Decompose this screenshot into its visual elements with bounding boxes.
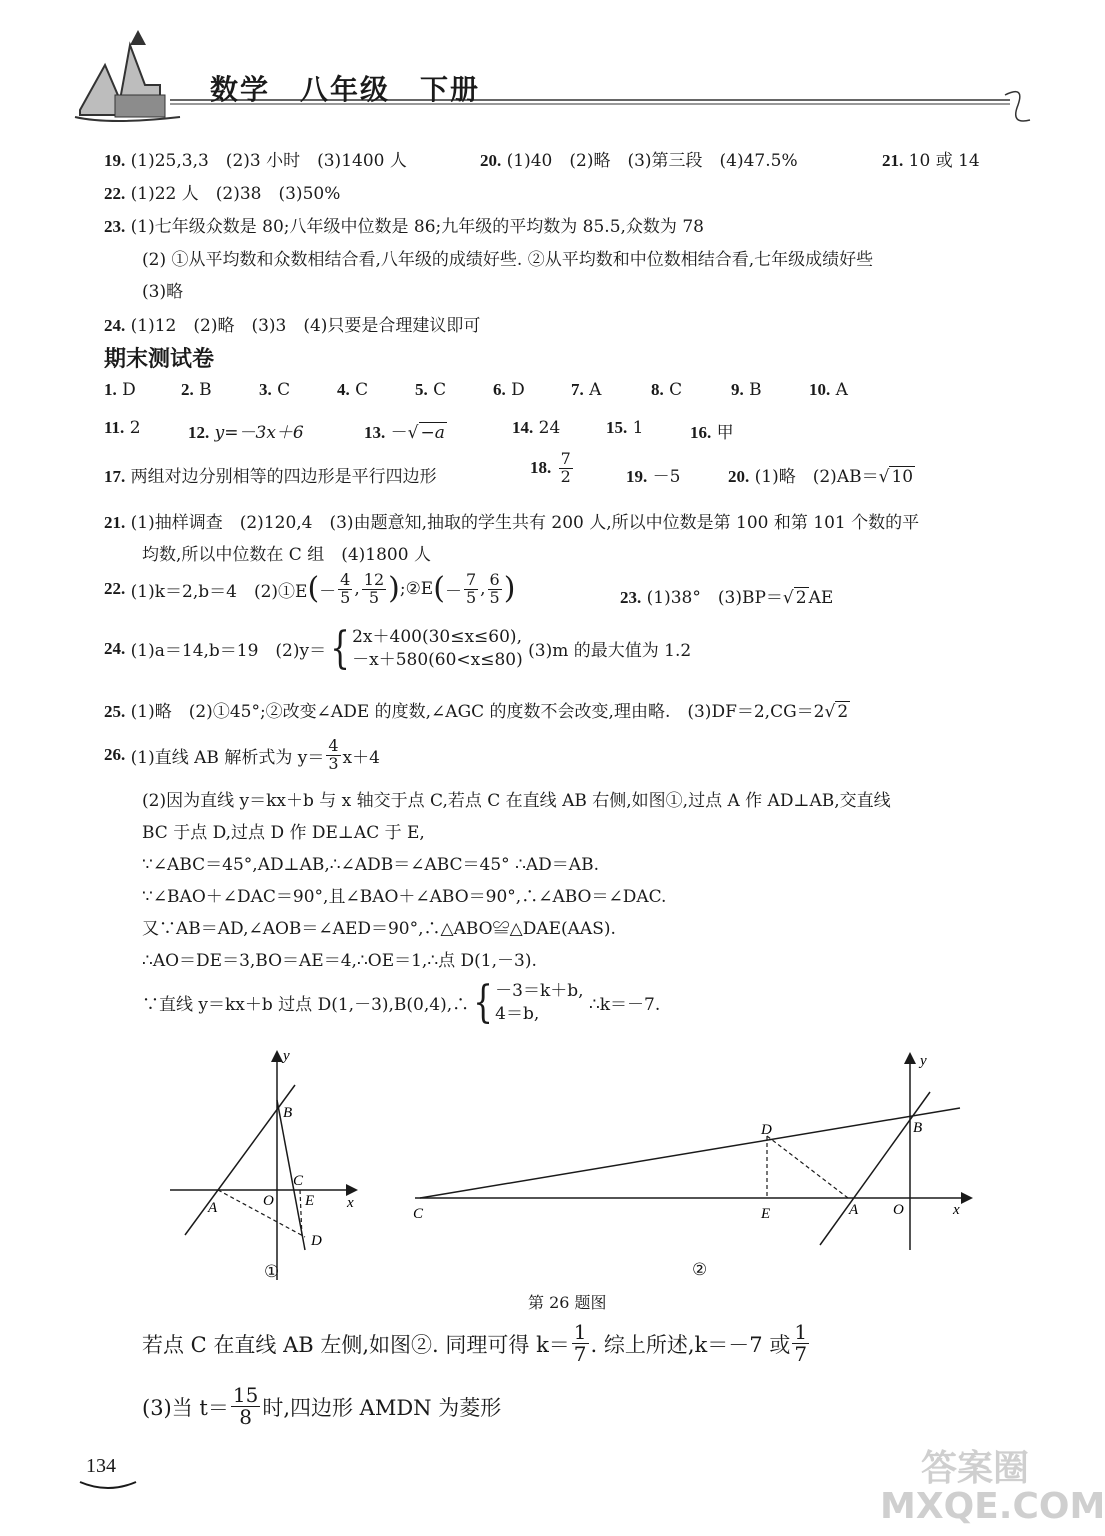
choice-answer-6: 6. D [493, 380, 525, 400]
answer-19: 19. (1)25,3,3 (2)3 小时 (3)1400 人 [104, 151, 407, 171]
brace-icon: { [473, 976, 493, 1028]
answer-q26-line8: ∵直线 y＝kx＋b 过点 D(1,－3),B(0,4),∴ { －3＝k＋b, 4＝b, ∴k＝－7. [142, 976, 661, 1028]
fig1-label-o: O [263, 1193, 274, 1209]
answer-q26-line7: ∴AO＝DE＝3,BO＝AE＝4,∴OE＝1,∴点 D(1,－3). [142, 951, 537, 971]
brace-icon: { [330, 622, 350, 674]
watermark: 答案圈 MXQE.COM [880, 1448, 1105, 1527]
figure-2-label: ② [692, 1260, 708, 1280]
page-number: 134 [86, 1455, 116, 1477]
fig1-label-c: C [293, 1173, 304, 1189]
fill-answer-15: 15. 1 [606, 418, 644, 438]
section-title: 期末测试卷 [104, 347, 215, 372]
fig2-label-d: D [761, 1122, 772, 1138]
sqrt-sign: √ [878, 467, 890, 487]
figure-2 [405, 1050, 975, 1255]
choice-answer-1: 1. D [104, 380, 136, 400]
figure-1 [165, 1045, 365, 1285]
answer-23: 23. (1)七年级众数是 80;八年级中位数是 86;九年级的平均数为 85.5,众数为 78 [104, 217, 704, 237]
answer-q26-line5: ∵∠BAO＋∠DAC＝90°,且∠BAO＋∠ABO＝90°,∴∠ABO＝∠DAC. [142, 887, 667, 907]
answer-q23: 23. (1)38° (3)BP＝√ 2 AE [620, 588, 834, 608]
answer-q26-line1: 26. (1)直线 AB 解析式为 y＝ $\frac{4}{3}$ x＋4 [104, 736, 380, 773]
choice-answer-9: 9. B [731, 380, 762, 400]
answer-q25: 25. (1)略 (2)①45°;②改变∠ADE 的度数,∠AGC 的度数不会改变,理由略. (3)DF＝2,CG＝2√ 2 [104, 702, 849, 722]
header-title: 数学 八年级 下册 [210, 73, 481, 106]
answer-24: 24. (1)12 (2)略 (3)3 (4)只要是合理建议即可 [104, 316, 481, 336]
figure-1-label: ① [264, 1262, 280, 1282]
answer-23-part2: (2) ①从平均数和众数相结合看,八年级的成绩好些. ②从平均数和中位数相结合看,七年级成绩好些 [142, 250, 874, 270]
figure-caption: 第 26 题图 [528, 1293, 607, 1312]
answer-q26-line2: (2)因为直线 y＝kx＋b 与 x 轴交于点 C,若点 C 在直线 AB 右侧,如图①,过点 A 作 AD⊥AB,交直线 [142, 791, 891, 811]
answer-q17: 17. 两组对边分别相等的四边形是平行四边形 [104, 467, 437, 487]
answer-22: 22. (1)22 人 (2)38 (3)50% [104, 184, 341, 204]
sqrt-sign: √ [824, 702, 836, 722]
fig2-label-e: E [761, 1206, 771, 1222]
answer-q26-line4: ∵∠ABC＝45°,AD⊥AB,∴∠ADB＝∠ABC＝45° ∴AD＝AB. [142, 855, 599, 875]
fig1-label-b: B [283, 1105, 293, 1121]
choice-answer-3: 3. C [259, 380, 291, 400]
answer-q26-line9: 若点 C 在直线 AB 左侧,如图②. 同理可得 k＝ $\frac{1}{7}$ . 综上所述,k＝－7 或 $\frac{1}{7}$ [142, 1320, 808, 1366]
choice-answer-4: 4. C [337, 380, 369, 400]
fig2-da-dashed [767, 1136, 848, 1198]
fig2-line-ab [820, 1092, 930, 1245]
fig1-ad-dashed [218, 1190, 305, 1237]
answer-q18: 18. $\frac{7}{2}$ [530, 449, 571, 486]
fig2-label-y: y [920, 1053, 927, 1069]
fig2-line-cb [420, 1108, 960, 1198]
fill-answer-16: 16. 甲 [690, 423, 734, 443]
header-decoration [60, 25, 1050, 135]
fig2-label-c: C [413, 1206, 424, 1222]
answer-q21: 21. (1)抽样调查 (2)120,4 (3)由题意知,抽取的学生共有 200 人,所以中位数是第 100 和第 101 个数的平 [104, 513, 920, 533]
fill-answer-14: 14. 24 [512, 418, 561, 438]
answer-q19: 19. －5 [626, 467, 681, 487]
sqrt-sign: √ [782, 588, 794, 608]
answer-21: 21. 10 或 14 [882, 151, 980, 171]
choice-answer-10: 10. A [809, 380, 848, 400]
fill-answer-11: 11. 2 [104, 418, 141, 438]
book-logo-icon [75, 30, 180, 121]
fig2-label-b: B [913, 1120, 923, 1136]
answer-23-part3: (3)略 [142, 282, 184, 302]
fig1-label-e: E [305, 1193, 315, 1209]
choice-answers-row [104, 380, 879, 400]
fig2-label-o: O [893, 1202, 904, 1218]
choice-answer-8: 8. C [651, 380, 683, 400]
sqrt-sign: √ [407, 423, 419, 443]
answer-q26-line10: (3)当 t＝ $\frac{15}{8}$ 时,四边形 AMDN 为菱形 [142, 1383, 502, 1429]
fig1-label-a: A [208, 1200, 218, 1216]
answer-q21-line2: 均数,所以中位数在 C 组 (4)1800 人 [142, 545, 431, 565]
answer-q26-line3: BC 于点 D,过点 D 作 DE⊥AC 于 E, [142, 823, 425, 843]
choice-answer-5: 5. C [415, 380, 447, 400]
answer-q20: 20. (1)略 (2)AB＝√ 10 [728, 467, 914, 487]
choice-answer-2: 2. B [181, 380, 212, 400]
fig1-label-y: y [283, 1048, 290, 1064]
answer-q22: 22. (1)k＝2,b＝4 (2)①E ( － $\frac{4}{5}$ , $\frac{12}{5}$ ) ;②E ( － $\frac{7}{5}$ , $\frac{6}{5}$ ) [104, 570, 516, 607]
fill-answer-13: 13. －√ −a [364, 423, 445, 443]
fill-answer-12: 12. y=－3x＋6 [188, 423, 304, 443]
answer-q26-line6: 又∵AB＝AD,∠AOB＝∠AED＝90°,∴△ABO≌△DAE(AAS). [142, 919, 616, 939]
fig2-label-a: A [849, 1202, 859, 1218]
fig1-label-x: x [347, 1195, 354, 1211]
answer-q24: 24. (1)a＝14,b＝19 (2)y＝ { 2x＋400(30≤x≤60), －x＋580(60<x≤80) (3)m 的最大值为 1.2 [104, 622, 692, 674]
fig2-label-x: x [953, 1202, 960, 1218]
answer-20: 20. (1)40 (2)略 (3)第三段 (4)47.5% [480, 151, 798, 171]
choice-answer-7: 7. A [571, 380, 602, 400]
fig1-label-d: D [311, 1233, 322, 1249]
page-number-underline [78, 1478, 138, 1492]
